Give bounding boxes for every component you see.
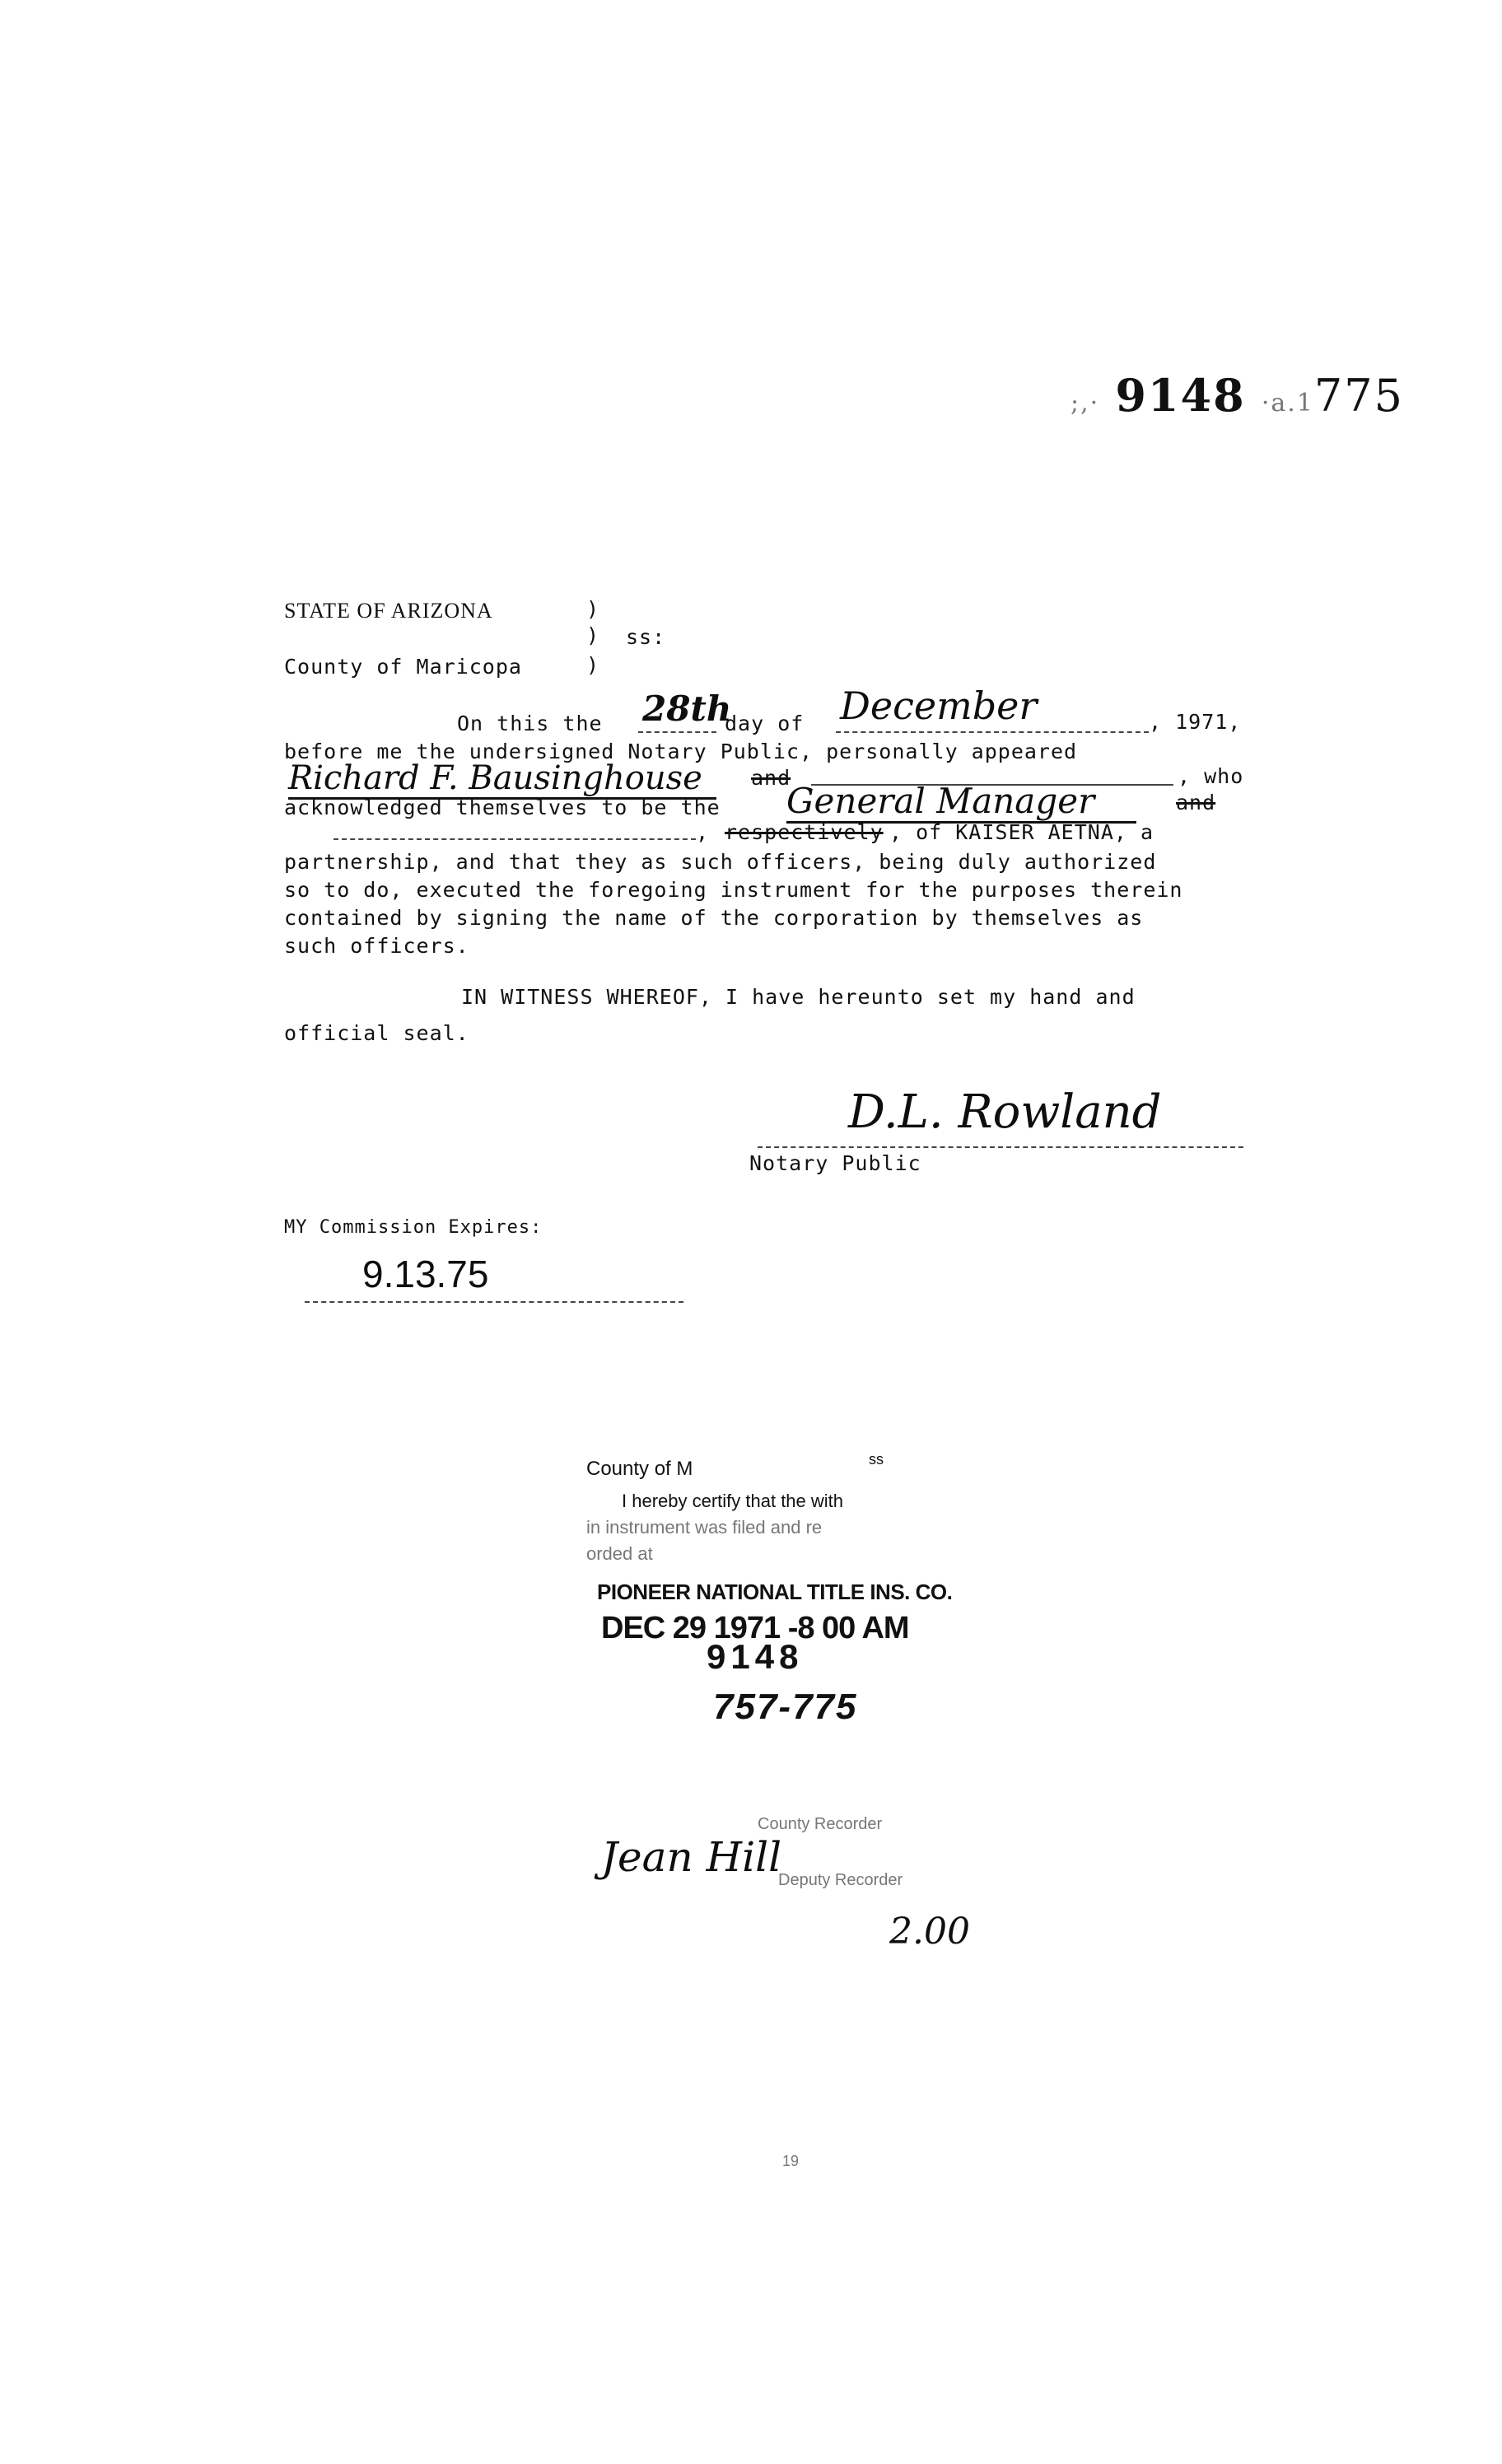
notary-signature-line (758, 1146, 1243, 1148)
struck-and-1: and (751, 766, 791, 790)
stamp-line1: I hereby certify that the with (622, 1491, 844, 1511)
notary-signature: D.L. Rowland (848, 1085, 1162, 1139)
stamp-company: PIONEER NATIONAL TITLE INS. CO. (597, 1580, 953, 1604)
body-line2: before me the undersigned Notary Public, personally appeared (284, 740, 1078, 763)
body-line1-mid: day of (725, 712, 805, 735)
stamp-ss: ss (869, 1451, 884, 1468)
day-blank (638, 731, 716, 733)
venue-bracket-1: ) (586, 597, 600, 621)
stamp-deputy: Deputy Recorder (778, 1871, 903, 1889)
comma-after-blank: , (696, 820, 710, 844)
body-line5-end: , of KAISER AETNA, a (889, 820, 1154, 844)
handwritten-title: General Manager (786, 781, 1136, 824)
body-line7: so to do, executed the foregoing instrument for the purposes therein (284, 878, 1183, 902)
second-title-blank (334, 838, 696, 840)
handwritten-person: Richard F. Bausinghouse (288, 759, 716, 800)
stamp-pages: 757-775 (713, 1687, 858, 1727)
page-prefix: ·a.1 (1261, 389, 1314, 418)
struck-and-2: and (1176, 791, 1216, 814)
venue-ss: ss: (626, 625, 666, 649)
stamp-county: County of M (586, 1458, 693, 1480)
page-number: 775 (1313, 370, 1404, 422)
stamp-date: DEC 29 1971 -8 00 AM (601, 1611, 909, 1645)
stamp-docket: 9148 (707, 1637, 804, 1676)
stamp-line3: orded at (586, 1543, 653, 1564)
struck-respectively: respectively (725, 820, 884, 844)
commission-label: MY Commission Expires: (284, 1217, 543, 1238)
body-line6: partnership, and that they as such officers, being duly authorized (284, 850, 1157, 874)
docket-number: 9148 (1115, 369, 1246, 422)
book-prefix: ;,· (1071, 389, 1100, 418)
body-line3-end: , who (1178, 764, 1244, 788)
venue-bracket-2: ) (586, 623, 600, 647)
commission-date-line (305, 1301, 683, 1303)
handwritten-day: 28th (642, 688, 732, 729)
handwritten-month: December (840, 684, 1038, 728)
body-line1-end: , 1971, (1149, 710, 1242, 734)
stamp-line2: in instrument was filed and re (586, 1517, 823, 1538)
body-line1-pre: On this the (457, 712, 603, 735)
witness-line2: official seal. (284, 1021, 469, 1045)
commission-date: 9.13.75 (362, 1253, 489, 1295)
body-line8: contained by signing the name of the corporation by themselves as (284, 906, 1144, 930)
body-line9: such officers. (284, 934, 469, 958)
witness-line1: IN WITNESS WHEREOF, I have hereunto set my hand and (461, 985, 1136, 1009)
venue-state: STATE OF ARIZONA (284, 599, 493, 623)
footer-page-mark: 19 (782, 2153, 800, 2169)
stamp-fee: 2.00 (889, 1911, 970, 1953)
stamp-recorder: County Recorder (758, 1815, 883, 1833)
venue-county: County of Maricopa (284, 655, 522, 679)
stamp-signature: Jean Hill (601, 1833, 782, 1881)
venue-bracket-3: ) (586, 653, 600, 677)
notary-label: Notary Public (749, 1151, 921, 1175)
body-line4-pre: acknowledged themselves to be the (284, 796, 721, 819)
month-blank (836, 731, 1149, 733)
book-page-number (1071, 369, 1404, 422)
